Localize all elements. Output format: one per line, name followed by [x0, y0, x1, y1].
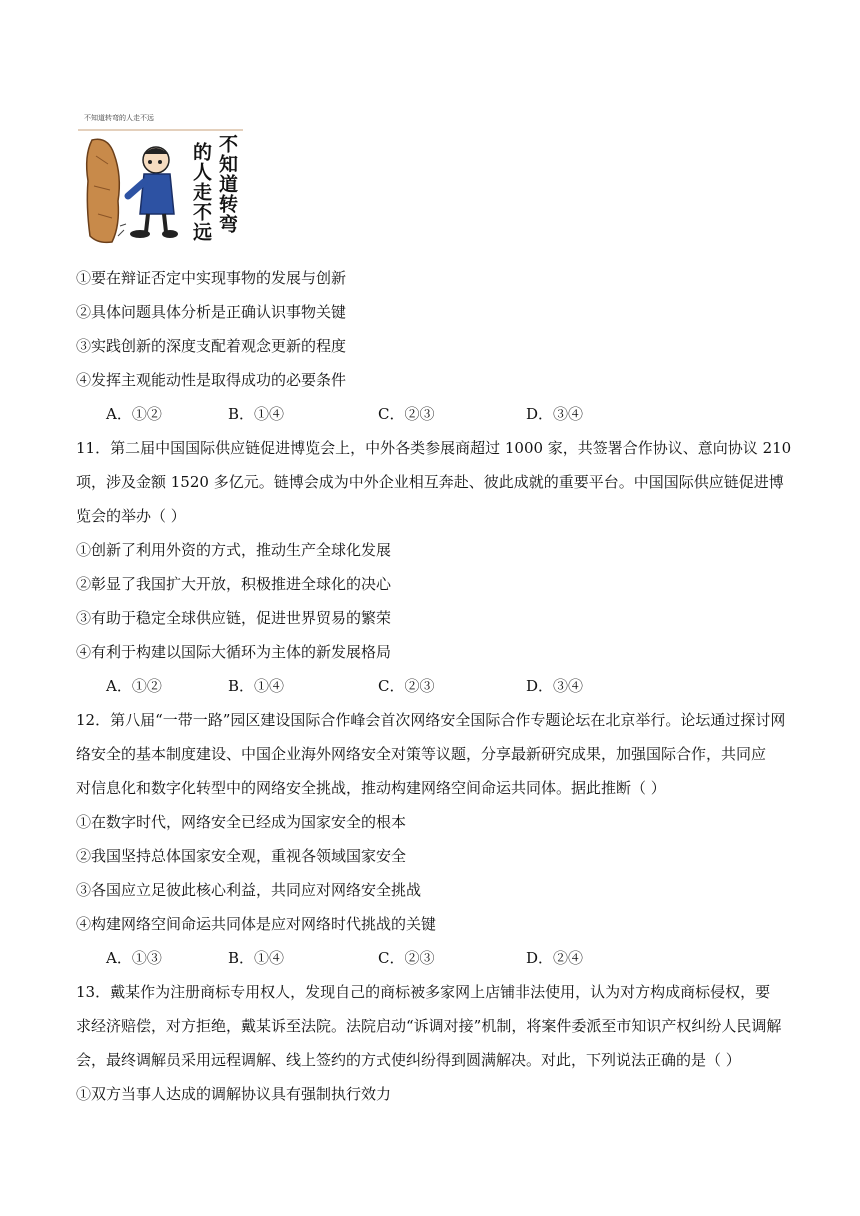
- q12-option-3: ③各国应立足彼此核心利益，共同应对网络安全挑战: [76, 881, 422, 899]
- cartoon-handwritten-col1: 不知道转弯: [216, 134, 238, 234]
- q10-option-2: ②具体问题具体分析是正确认识事物关键: [76, 303, 347, 321]
- cartoon-caption: 不知道转弯的人走不远: [84, 114, 154, 122]
- q11-stem-line-1: 11．第二届中国国际供应链促进博览会上，中外各类参展商超过 1000 家，共签署合作协议、意向协议 210: [76, 439, 792, 457]
- q10-option-3: ③实践创新的深度支配着观念更新的程度: [76, 337, 347, 355]
- q11-stem-line-3: 览会的举办（ ）: [76, 507, 186, 525]
- cartoon-illustration: [78, 106, 248, 248]
- q11-choice-b[interactable]: B．①④: [228, 677, 285, 695]
- q12-choice-c[interactable]: C．②③: [378, 949, 435, 967]
- q12-stem-line-3: 对信息化和数字化转型中的网络安全挑战，推动构建网络空间命运共同体。据此推断（ ）: [76, 779, 666, 797]
- q11-option-2: ②彰显了我国扩大开放，积极推进全球化的决心: [76, 575, 392, 593]
- q10-choice-b[interactable]: B．①④: [228, 405, 285, 423]
- q12-stem-line-1: 12．第八届“一带一路”园区建设国际合作峰会首次网络安全国际合作专题论坛在北京举行。论坛通过探讨网: [76, 711, 786, 729]
- q10-choice-a[interactable]: A．①②: [106, 405, 162, 423]
- q10-option-1: ①要在辩证否定中实现事物的发展与创新: [76, 269, 347, 287]
- q11-stem-line-2: 项，涉及金额 1520 多亿元。链博会成为中外企业相互奔赴、彼此成就的重要平台。中国国际供应链促进博: [76, 473, 784, 491]
- q10-choice-c[interactable]: C．②③: [378, 405, 435, 423]
- q11-option-4: ④有利于构建以国际大循环为主体的新发展格局: [76, 643, 392, 661]
- q13-stem-line-3: 会，最终调解员采用远程调解、线上签约的方式使纠纷得到圆满解决。对此，下列说法正确的是（ ）: [76, 1051, 741, 1069]
- q13-option-1: ①双方当事人达成的调解协议具有强制执行效力: [76, 1085, 392, 1103]
- q12-choice-a[interactable]: A．①③: [106, 949, 162, 967]
- cartoon-handwritten-col2: 的人走不远: [190, 142, 212, 242]
- q11-option-1: ①创新了利用外资的方式，推动生产全球化发展: [76, 541, 392, 559]
- q12-option-4: ④构建网络空间命运共同体是应对网络时代挑战的关键: [76, 915, 437, 933]
- q10-option-4: ④发挥主观能动性是取得成功的必要条件: [76, 371, 347, 389]
- q12-option-1: ①在数字时代，网络安全已经成为国家安全的根本: [76, 813, 407, 831]
- q13-stem-line-1: 13．戴某作为注册商标专用权人，发现自己的商标被多家网上店铺非法使用，认为对方构成商标侵权，要: [76, 983, 771, 1001]
- q12-option-2: ②我国坚持总体国家安全观，重视各领域国家安全: [76, 847, 407, 865]
- q11-choice-c[interactable]: C．②③: [378, 677, 435, 695]
- q11-option-3: ③有助于稳定全球供应链，促进世界贸易的繁荣: [76, 609, 392, 627]
- q12-choice-b[interactable]: B．①④: [228, 949, 285, 967]
- q12-choice-d[interactable]: D．②④: [526, 949, 584, 967]
- q10-choice-d[interactable]: D．③④: [526, 405, 584, 423]
- q12-stem-line-2: 络安全的基本制度建设、中国企业海外网络安全对策等议题，分享最新研究成果，加强国际合作，共同应: [76, 745, 767, 763]
- q11-choice-d[interactable]: D．③④: [526, 677, 584, 695]
- q13-stem-line-2: 求经济赔偿，对方拒绝，戴某诉至法院。法院启动“诉调对接”机制，将案件委派至市知识产权纠纷人民调解: [76, 1017, 782, 1035]
- q11-choice-a[interactable]: A．①②: [106, 677, 162, 695]
